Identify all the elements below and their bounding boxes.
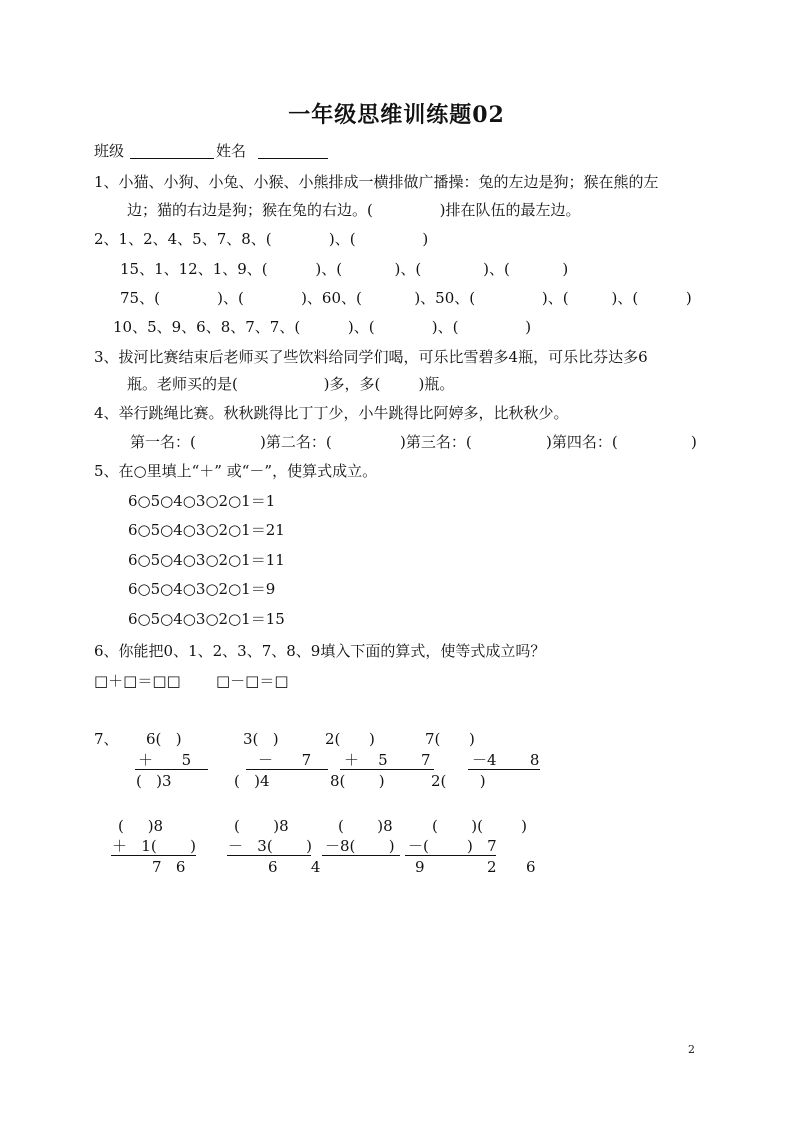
q5-line1: 5、在○里填上“＋” 或“－”，使算式成立。: [94, 462, 378, 480]
q7-r2-p2-rule: [227, 855, 311, 856]
page-number: 2: [688, 1043, 695, 1056]
q5-equation: 6○5○4○3○2○1＝15: [128, 610, 285, 628]
q7-r1-p3-rule: [340, 769, 434, 770]
q6-line1: 6、你能把0、1、2、3、7、8、9填入下面的算式，使等式成立吗？: [94, 642, 546, 660]
class-blank[interactable]: [130, 158, 214, 159]
q4-rank4: )第四名：(: [546, 433, 618, 451]
q7-r1-p2-res: ( )4: [234, 772, 270, 790]
q7-r2-p1-res: 7 6: [152, 858, 186, 876]
q2-line2: 15、1、12、1、9、( )、( )、( )、( ): [120, 260, 569, 278]
q7-label: 7、: [94, 730, 119, 748]
q7-r1-p2-mid: － 7: [258, 751, 312, 769]
q5-equation: 6○5○4○3○2○1＝9: [128, 580, 276, 598]
q7-r2-p2-top: ( )8: [234, 817, 289, 835]
q4-rank3: )第三名：(: [400, 433, 472, 451]
q4-rank1: 第一名：(: [130, 433, 196, 451]
q2-line4: 10、5、9、6、8、7、7、( )、( )、( ): [113, 318, 532, 336]
class-label: 班级: [94, 142, 125, 160]
q7-r1-p3-mid: ＋ 5 7: [344, 751, 431, 769]
q7-r2-p3-top: ( )8: [338, 817, 393, 835]
q1-line1: 1、小猫、小狗、小兔、小猴、小熊排成一横排做广播操：兔的左边是狗；猴在熊的左: [94, 173, 659, 191]
q4-rank2: )第二名：(: [260, 433, 332, 451]
q7-r2-p1-mid: ＋ 1( ): [112, 837, 196, 855]
page-title: 一年级思维训练题02: [288, 102, 505, 128]
q7-r1-p1-res: ( )3: [136, 772, 172, 790]
q7-r1-p2-top: 3( ): [243, 730, 279, 748]
q7-r1-p3-top: 2( ): [325, 730, 375, 748]
q5-equation: 6○5○4○3○2○1＝1: [128, 492, 276, 510]
q4-close: ): [691, 433, 697, 451]
q7-r2-p4-res-b: 2: [487, 858, 497, 876]
q7-r2-p2-mid: － 3( ): [228, 837, 312, 855]
q7-r1-p1-mid: ＋ 5: [138, 751, 192, 769]
q7-r1-p2-rule: [246, 769, 328, 770]
name-blank[interactable]: [258, 158, 328, 159]
q7-r2-p3-rule: [322, 855, 400, 856]
q2-line3: 75、( )、( )、60、( )、50、( )、( )、( ): [120, 289, 692, 307]
q7-r2-p2-res: 6 4: [268, 858, 321, 876]
q3-line1: 3、拔河比赛结束后老师买了些饮料给同学们喝，可乐比雪碧多4瓶，可乐比芬达多6: [94, 348, 648, 366]
q7-r1-p1-rule: [135, 769, 208, 770]
q7-r1-p4a-top: 7( ): [425, 730, 475, 748]
name-label: 姓名: [216, 142, 247, 160]
q6-formula-b: □－□＝□: [216, 672, 289, 690]
q7-r2-p1-rule: [111, 855, 196, 856]
q7-r1-p4b-rule: [468, 769, 540, 770]
q7-r2-p4-res-c: 6: [526, 858, 536, 876]
q5-equation: 6○5○4○3○2○1＝21: [128, 521, 285, 539]
q7-r1-p1-top: 6( ): [146, 730, 182, 748]
q7-r1-p4b-mid: －4 8: [472, 751, 540, 769]
q5-equation: 6○5○4○3○2○1＝11: [128, 551, 285, 569]
q7-r2-p4-res-a: 9: [415, 858, 425, 876]
q7-r2-p4-rule: [405, 855, 496, 856]
q7-r1-p4a-res: 2( ): [431, 772, 486, 790]
q4-line1: 4、举行跳绳比赛。秋秋跳得比丁丁少，小牛跳得比阿婷多，比秋秋少。: [94, 404, 569, 422]
q7-r2-p3-mid: －8( ): [325, 837, 395, 855]
q3-line2: 瓶。老师买的是( )多，多( )瓶。: [127, 375, 455, 393]
q7-r1-p3-res: 8( ): [330, 772, 385, 790]
q7-r2-p4-mid: －( ) 7: [408, 837, 497, 855]
q7-r2-p1-top: ( )8: [118, 817, 164, 835]
q1-line2: 边；猫的右边是狗；猴在兔的右边。( )排在队伍的最左边。: [127, 201, 581, 219]
q7-r2-p4-top: ( )( ): [432, 817, 527, 835]
q2-line1: 2、1、2、4、5、7、8、( )、( ): [94, 230, 429, 248]
q6-formula-a: □＋□＝□□: [94, 672, 181, 690]
